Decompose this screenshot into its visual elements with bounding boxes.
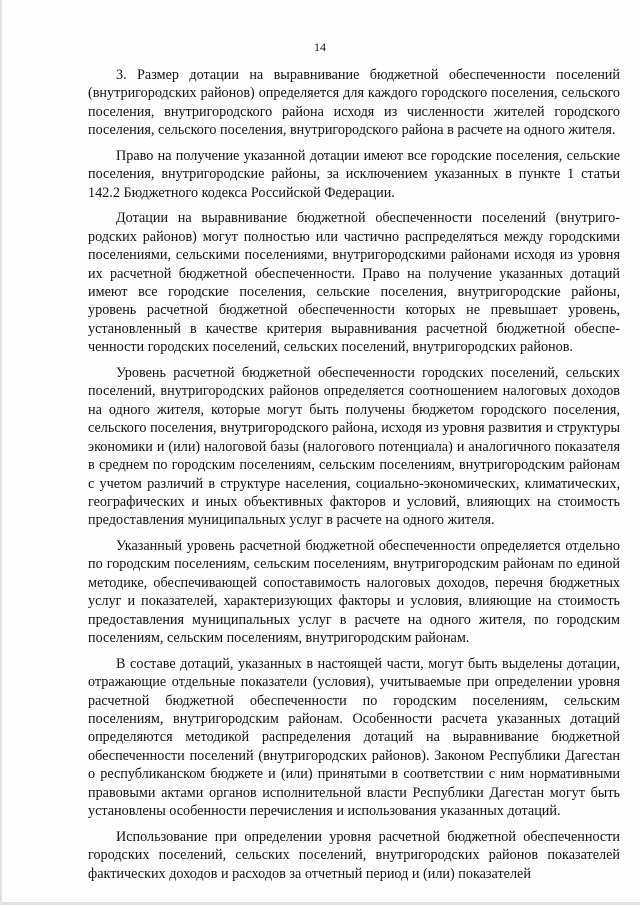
scan-edge xyxy=(0,0,3,905)
page-number: 14 xyxy=(314,40,326,54)
document-body xyxy=(88,66,620,890)
paragraph-3: Дотации на выравнивание бюджетной обеспеченности поселений (внутригородских районов) могут полностью или частично распределяться между городскими поселениями, сельскими поселениями, внутригородскими районами исходя из уровня их расчетной бюджетной обеспеченности. Право на получение указанных дотаций имеют все городские поселения, сельские поселения, внутригородские районы, уровень расчетной бюджетной обеспеченности которых не превышает уровень, установленный в качестве критерия выравнивания расчетной бюджетной обеспеченности городских поселений, сельских поселений, внутригородских районов. xyxy=(88,210,620,356)
paragraph-5: Указанный уровень расчетной бюджетной обеспеченности определяется отдельно по городским поселениям, сельским поселениям, внутригородским районам по единой методике, обеспечивающей сопоставимость налоговых доходов, перечня бюджетных услуг и показателей, характеризующих факторы и условия, влияющие на стоимость предоставления муниципальных услуг в расчете на одного жителя, по городским поселениям, сельским поселениям, внутригородским районам. xyxy=(88,537,620,647)
paragraph-2: Право на получение указанной дотации имеют все городские поселения, сельские поселения, внутригородские районы, за исключением указанных в пункте 1 статьи 142.2 Бюджетного кодекса Российской Федерации. xyxy=(88,147,620,201)
paragraph-6: В составе дотаций, указанных в настоящей части, могут быть выделены дотации, отражающие отдельные показатели (условия), учитываемые при определении уровня расчетной бюджетной обеспеченности по городским поселениям, сельским поселениям, внутригородским районам. Особенности расчета указанных дотаций определяются методикой распределения дотаций на выравнивание бюджетной обеспеченности поселений (внутригородских районов). Законом Республики Дагестан о республиканском бюджете и (или) принятыми в соответствии с ним нормативными правовыми актами органов исполнительной власти Республики Дагестан могут быть установлены особенности перечисления и использования указанных дотаций. xyxy=(88,655,620,820)
paragraph-1: 3. Размер дотации на выравнивание бюджетной обеспеченности поселений (внутригородских районов) определяется для каждого городского поселения, сельского поселения, внутригородского района исходя из численности жителей городского поселения, сельского поселения, внутригородского района в расчете на одного жителя. xyxy=(88,67,620,139)
paragraph-4: Уровень расчетной бюджетной обеспеченности городских поселений, сельских поселений, внутригородских районов определяется соотношением налоговых доходов на одного жителя, которые могут быть получены бюджетом городского поселения, сельского поселения, внутригородского района, исходя из уровня развития и структуры экономики и (или) налоговой базы (налогового потенциала) и аналогичного показателя в среднем по городским поселениям, сельским поселениям, внутригородским районам с учетом различий в структуре населения, социально-экономических, климатических, географических и иных объективных факторов и условий, влияющих на стоимость предоставления муниципальных услуг в расчете на одного жителя. xyxy=(88,364,620,529)
paragraph-7: Использование при определении уровня расчетной бюджетной обеспеченности городских поселений, сельских поселений, внутригородских районов показателей фактических доходов и расходов за отчетный период и (или) показателей xyxy=(88,828,620,882)
